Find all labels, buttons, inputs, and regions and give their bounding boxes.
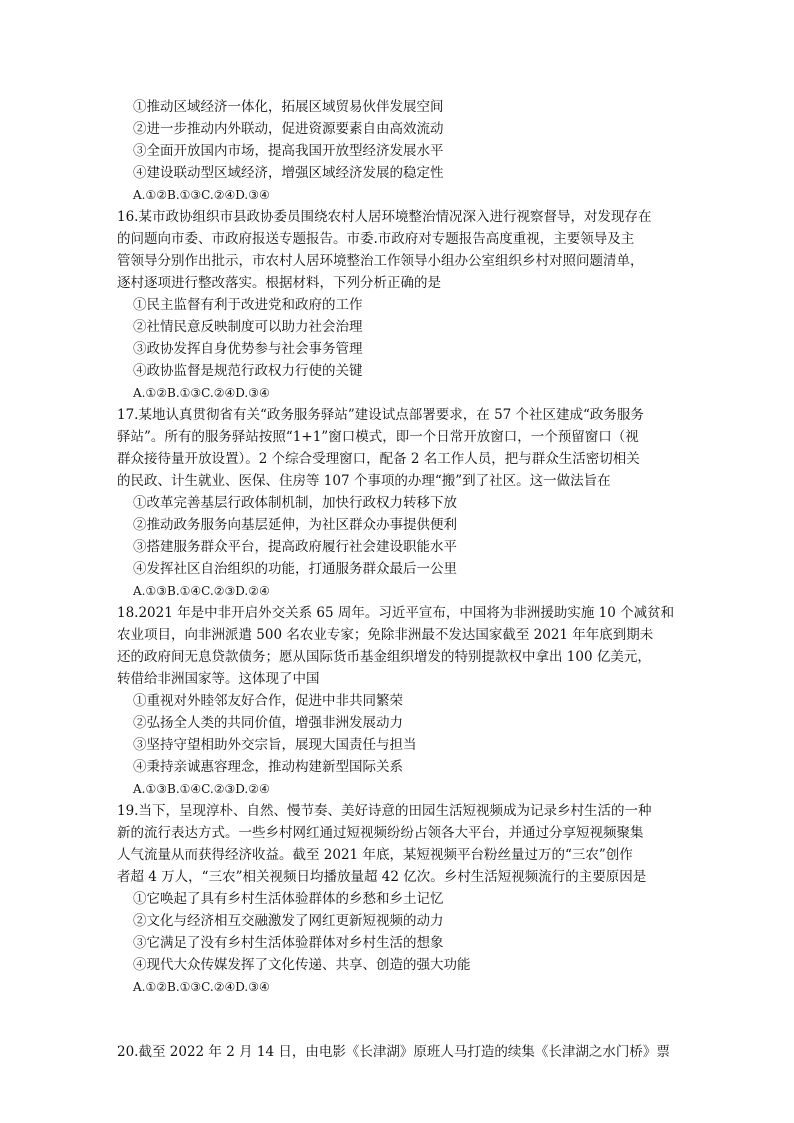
q16-stem-line-1: 16.某市政协组织市县政协委员围绕农村人居环境整治情况深入进行视察督导，对发现存在 (117, 209, 652, 225)
q19-stem-line-3: 人气流量从而获得经济收益。截至 2021 年底，某短视频平台粉丝量过万的“三农”创作 (117, 847, 633, 863)
q16-stem-line-2: 的问题向市委、市政府报送专题报告。市委.市政府对专题报告高度重视，主要领导及主 (117, 231, 635, 247)
q17-stem-line-1: 17.某地认真贯彻省有关“政务服务驿站”建设试点部署要求，在 57 个社区建成“政务服务 (117, 407, 644, 423)
q18-answer-choices: A.①③B.①④C.②③D.②④ (133, 782, 270, 796)
q19-option-3: ③它满足了没有乡村生活体验群体对乡村生活的想象 (133, 935, 444, 951)
q19-option-1: ①它唤起了具有乡村生活体验群体的乡愁和乡土记忆 (133, 891, 444, 907)
q18-stem-line-2: 农业项目，向非洲派遣 500 名农业专家；免除非洲最不发达国家截至 2021 年年底到期未 (117, 627, 654, 643)
q17-stem-line-2: 驿站”。所有的服务驿站按照“1+1”窗口模式，即一个日常开放窗口，一个预留窗口（视 (117, 429, 639, 445)
q15-option-2: ②进一步推动内外联动，促进资源要素自由高效流动 (133, 121, 444, 137)
q16-answer-choices: A.①②B.①③C.②④D.③④ (133, 386, 270, 400)
q19-option-4: ④现代大众传媒发挥了文化传递、共享、创造的强大功能 (133, 957, 471, 973)
q16-stem-line-3: 管领导分别作出批示，市农村人居环境整治工作领导小组办公室组织乡村对照问题清单， (117, 253, 644, 269)
q17-answer-choices: A.①③B.①④C.②③D.②④ (133, 584, 270, 598)
q19-stem-line-2: 新的流行表达方式。一些乡村网红通过短视频纷纷占领各大平台，并通过分享短视频聚集 (117, 825, 644, 841)
q17-option-1: ①改革完善基层行政体制机制，加快行政权力转移下放 (133, 495, 457, 511)
q18-option-4: ④秉持亲诚惠容理念，推动构建新型国际关系 (133, 759, 403, 775)
q15-option-1: ①推动区域经济一体化，拓展区域贸易伙伴发展空间 (133, 99, 444, 115)
q17-option-4: ④发挥社区自治组织的功能，打通服务群众最后一公里 (133, 561, 457, 577)
q17-option-2: ②推动政务服务向基层延伸，为社区群众办事提供便利 (133, 517, 457, 533)
q17-option-3: ③搭建服务群众平台，提高政府履行社会建设职能水平 (133, 539, 457, 555)
q19-stem-line-1: 19.当下，呈现淳朴、自然、慢节奏、美好诗意的田园生活短视频成为记录乡村生活的一种 (117, 803, 652, 819)
q15-answer-choices: A.①②B.①③C.②④D.③④ (133, 188, 270, 202)
q18-option-2: ②弘扬全人类的共同价值，增强非洲发展动力 (133, 715, 403, 731)
q18-option-1: ①重视对外睦邻友好合作，促进中非共同繁荣 (133, 693, 403, 709)
q15-option-3: ③全面开放国内市场，提高我国开放型经济发展水平 (133, 143, 444, 159)
q17-stem-line-3: 群众接待量开放设置）。2 个综合受理窗口，配备 2 名工作人员，把与群众生活密切相关 (117, 451, 640, 467)
q18-stem-line-1: 18.2021 年是中非开启外交关系 65 周年。习近平宣布，中国将为非洲援助实施 10 个减贫和 (117, 605, 675, 621)
q16-option-4: ④政协监督是规范行政权力行使的关键 (133, 363, 363, 379)
q18-stem-line-4: 转借给非洲国家等。这体现了中国 (117, 671, 320, 687)
q20-stem-line-1: 20.截至 2022 年 2 月 14 日，由电影《长津湖》原班人马打造的续集《长津湖之水门桥》票 (117, 1044, 670, 1060)
q16-option-2: ②社情民意反映制度可以助力社会治理 (133, 319, 363, 335)
q19-option-2: ②文化与经济相互交融激发了网红更新短视频的动力 (133, 913, 444, 929)
q18-stem-line-3: 还的政府间无息贷款债务；愿从国际货币基金组织增发的特别提款权中拿出 100 亿美元， (117, 649, 651, 665)
q16-option-1: ①民主监督有利于改进党和政府的工作 (133, 297, 363, 313)
q15-option-4: ④建设联动型区域经济，增强区域经济发展的稳定性 (133, 165, 444, 181)
q16-option-3: ③政协发挥自身优势参与社会事务管理 (133, 341, 363, 357)
q18-option-3: ③坚持守望相助外交宗旨，展现大国责任与担当 (133, 737, 417, 753)
q17-stem-line-4: 的民政、计生就业、医保、住房等 107 个事项的办理“搬”到了社区。这一做法旨在 (117, 473, 611, 489)
q16-stem-line-4: 逐村逐项进行整改落实。根据材料，下列分析正确的是 (117, 275, 441, 291)
q19-stem-line-4: 者超 4 万人，“三农”相关视频日均播放量超 42 亿次。乡村生活短视频流行的主要原因是 (117, 869, 647, 885)
q19-answer-choices: A.①②B.①③C.②④D.③④ (133, 980, 270, 994)
